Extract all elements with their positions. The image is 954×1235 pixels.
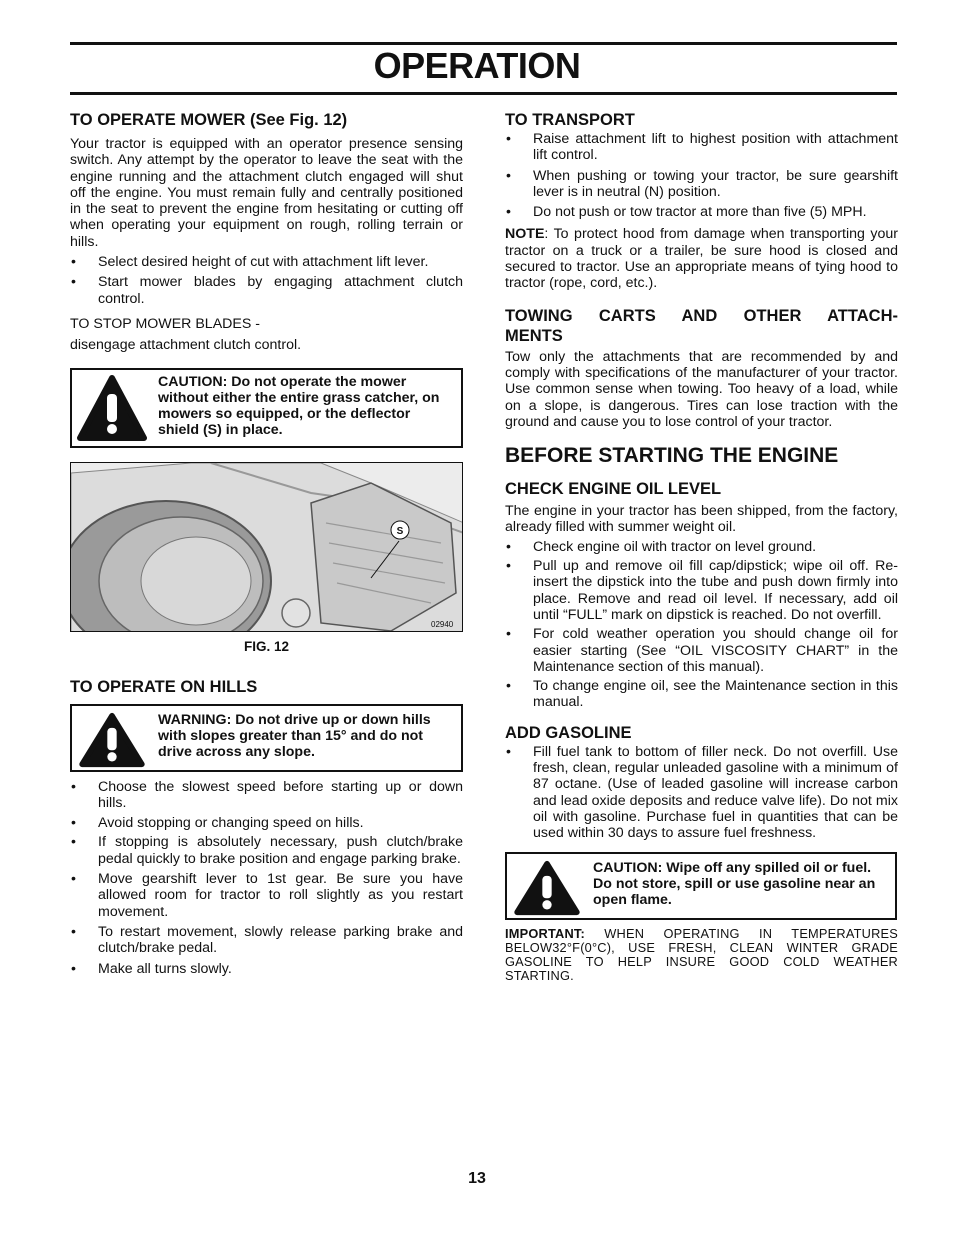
mower-heading: TO OPERATE MOWER (See Fig. 12) [70,111,348,129]
important-label: IMPORTANT: [505,925,585,941]
towing-paragraph: Tow only the attachments that are recommended by and comply with specifications of the manufacturer of your tractor. Use common sense when towing. Too heavy of a load, while on a slope, is dangerous. Tires can lose traction with the ground and cause you to lose control of your tractor. [505,348,898,430]
caution-box-fuel [505,852,897,920]
hills-heading: TO OPERATE ON HILLS [70,677,258,696]
warning-triangle-icon [76,712,148,768]
towing-heading-line2: MENTS [505,326,563,345]
hills-bullet-list [70,779,463,977]
oil-heading: CHECK ENGINE OIL LEVEL [505,480,722,499]
list-item: • For cold weather operation you should change oil for easier starting (See “OIL VISCOSITY CHART” in the Maintenance section of this manual). [505,626,898,675]
caution-text: CAUTION: Do not operate the mower without either the entire grass catcher, on mowers so equipped, or the deflector shield (S) in place. [158,373,440,438]
list-item: • Do not push or tow tractor at more than five (5) MPH. [505,204,898,220]
list-item: • To change engine oil, see the Maintenance section in this manual. [505,678,898,711]
figure-callout-label: S [396,525,404,537]
figure-code: 02940 [431,619,454,629]
important-text: WHEN OPERATING IN TEMPERATURES BELOW32°F(0°C), USE FRESH, CLEAN WINTER GRADE GASOLINE TO HELP INSURE GOOD COLD WEATHER STARTING. [505,925,898,983]
towing-heading-line1: TOWING CARTS AND OTHER ATTACH- [505,306,898,325]
note-text: : To protect hood from damage when transporting your tractor on a truck or a trailer, be sure hood is closed and secured to tractor. Use an appropriate means of tying hood to tractor (rope, cord, etc.). [505,226,898,292]
caution-box-mower [70,368,463,448]
warning-box-hills [70,704,463,772]
list-item: • Select desired height of cut with attachment lift lever. [70,254,463,270]
list-item: • Choose the slowest speed before starting up or down hills. [70,779,463,812]
note-label: NOTE [505,226,545,243]
oil-paragraph: The engine in your tractor has been shipped, from the factory, already filled with summer weight oil. [505,503,898,536]
warning-triangle-icon [511,860,583,916]
transport-heading: TO TRANSPORT [505,111,635,129]
title-underline [70,92,897,95]
mower-bullet-list [70,254,463,307]
page-title: OPERATION [373,45,581,86]
transport-bullet-list [505,131,898,220]
list-item: • Make all turns slowly. [70,961,463,977]
before-starting-heading: BEFORE STARTING THE ENGINE [505,444,839,468]
right-column [505,110,898,983]
list-item: • When pushing or towing your tractor, be sure gearshift lever is in neutral (N) position. [505,168,898,201]
list-item: • Check engine oil with tractor on level ground. [505,539,898,555]
warning-text: WARNING: Do not drive up or down hills with slopes greater than 15° and do not drive across any slope. [158,711,431,760]
figure-caption: FIG. 12 [243,638,289,654]
mower-paragraph: Your tractor is equipped with an operator presence sensing switch. Any attempt by the operator to leave the seat with the engine running and the attachment clutch engaged will shut off the engine. You must remain fully and centrally positioned in the seat to prevent the engine from hesitating or cutting off when operating your equipment on rough, rolling terrain or hills. [70,136,463,250]
list-item: • Pull up and remove oil fill cap/dipstick; wipe oil off. Re-insert the dipstick into the tube and push down firmly into place. Remove and read oil level. If necessary, add oil until “FULL” mark on dipstick is reached. Do not overfill. [505,558,898,623]
list-item: • To restart movement, slowly release parking brake and clutch/brake pedal. [70,924,463,957]
gasoline-heading: ADD GASOLINE [505,723,632,742]
gasoline-bullet-list [505,744,898,842]
list-item: • Fill fuel tank to bottom of filler neck. Do not overfill. Use fresh, clean, regular unleaded gasoline with a minimum of 87 octane. (Use of leaded gasoline will increase carbon and lead oxide deposits and reduce valve life). Do not mix oil with gasoline. Purchase fuel in quantities that can be used within 30 days to assure fuel freshness. [505,744,898,842]
caution-text: CAUTION: Wipe off any spilled oil or fuel. Do not store, spill or use gasoline near an open flame. [593,859,876,908]
oil-bullet-list [505,539,898,711]
page-number: 13 [468,1170,486,1187]
important-paragraph [505,927,898,983]
list-item: • Avoid stopping or changing speed on hills. [70,815,463,831]
list-item: • If stopping is absolutely necessary, push clutch/brake pedal quickly to brake position and engage parking brake. [70,834,463,867]
warning-triangle-icon [76,374,148,442]
figure-12-image [70,462,463,632]
stop-blades-text: disengage attachment clutch control. [70,337,302,354]
note-paragraph [505,226,898,291]
list-item: • Raise attachment lift to highest position with attachment lift control. [505,131,898,164]
list-item: • Move gearshift lever to 1st gear. Be sure you have allowed room for tractor to roll slightly as you restart movement. [70,871,463,920]
list-item: • Start mower blades by engaging attachment clutch control. [70,274,463,307]
left-column [70,110,463,977]
stop-blades-label: TO STOP MOWER BLADES - [70,315,260,332]
mower-deflector-illustration [71,463,463,632]
